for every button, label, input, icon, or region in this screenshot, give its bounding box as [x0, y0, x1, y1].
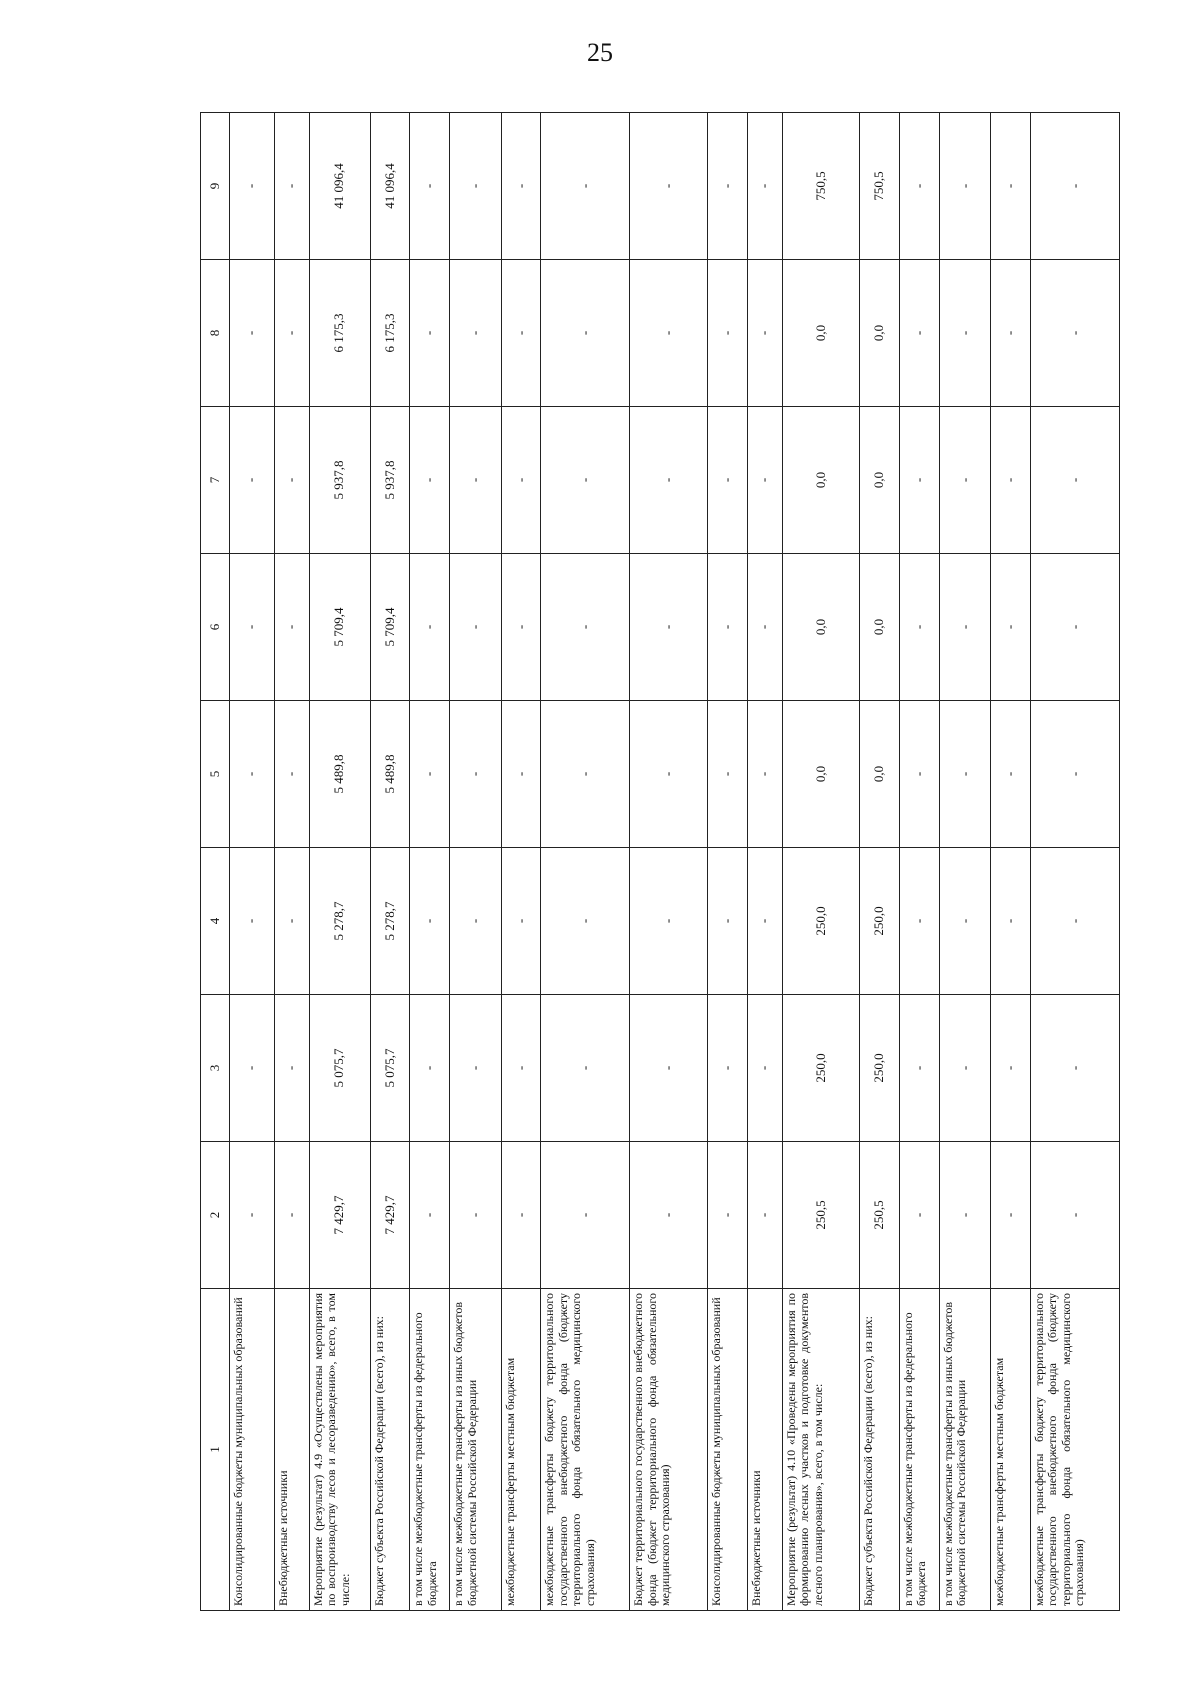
table-cell: -: [230, 554, 275, 701]
table-cell: -: [501, 260, 541, 407]
table-cell: -: [450, 260, 502, 407]
table-cell: 41 096,4: [309, 113, 370, 260]
table-cell: -: [1030, 1142, 1119, 1289]
table-cell: -: [630, 1142, 707, 1289]
table-cell: -: [230, 1142, 275, 1289]
row-label: Консолидированные бюджеты муниципальных образований: [707, 1289, 747, 1611]
table-cell: -: [410, 1142, 450, 1289]
table-cell: -: [541, 701, 630, 848]
table-cell: -: [410, 848, 450, 995]
table-cell: -: [274, 995, 309, 1142]
table-cell: -: [630, 701, 707, 848]
table-cell: 5 937,8: [370, 407, 410, 554]
table-cell: -: [939, 407, 991, 554]
row-label: Бюджет территориального государственного внебюджетного фонда (бюджет территориального фонда обязательного медицинского страхования): [630, 1289, 707, 1611]
table-cell: -: [899, 554, 939, 701]
row-label: в том числе межбюджетные трансферты из федерального бюджета: [899, 1289, 939, 1611]
row-label: межбюджетные трансферты местным бюджетам: [501, 1289, 541, 1611]
row-label: в том числе межбюджетные трансферты из федерального бюджета: [410, 1289, 450, 1611]
table-row: [991, 113, 1031, 1611]
table-cell: -: [939, 848, 991, 995]
budget-table: [200, 112, 1120, 1611]
table-cell: 7 429,7: [370, 1142, 410, 1289]
table-row: [309, 113, 370, 1611]
row-label: межбюджетные трансферты бюджету территориального государственного внебюджетного фонда (бюджету территориального фонда обязательного медицинского страхования): [541, 1289, 630, 1611]
table-cell: -: [939, 554, 991, 701]
table-cell: -: [230, 407, 275, 554]
table-row: [410, 113, 450, 1611]
table-cell: -: [939, 260, 991, 407]
table-cell: 41 096,4: [370, 113, 410, 260]
table-cell: -: [630, 848, 707, 995]
table-cell: -: [501, 995, 541, 1142]
table-cell: -: [747, 848, 782, 995]
table-cell: -: [450, 407, 502, 554]
table-row: [370, 113, 410, 1611]
table-cell: -: [410, 701, 450, 848]
table-cell: 250,0: [782, 995, 859, 1142]
table-row: [747, 113, 782, 1611]
table-cell: -: [501, 407, 541, 554]
table-cell: -: [991, 554, 1031, 701]
table-cell: 5 489,8: [370, 701, 410, 848]
table-cell: -: [501, 701, 541, 848]
table-cell: -: [410, 554, 450, 701]
table-cell: -: [630, 554, 707, 701]
table-cell: 5 489,8: [309, 701, 370, 848]
table-cell: -: [410, 260, 450, 407]
table-header-row: [201, 113, 230, 1611]
row-label: Бюджет субъекта Российской Федерации (всего), из них:: [859, 1289, 899, 1611]
table-cell: -: [541, 1142, 630, 1289]
table-cell: 0,0: [859, 407, 899, 554]
table-cell: -: [707, 260, 747, 407]
table-cell: -: [230, 260, 275, 407]
table-cell: -: [230, 848, 275, 995]
table-cell: -: [274, 1142, 309, 1289]
table-cell: -: [501, 554, 541, 701]
table-cell: 0,0: [859, 554, 899, 701]
table-cell: -: [450, 554, 502, 701]
table-cell: 0,0: [782, 701, 859, 848]
table-cell: -: [747, 260, 782, 407]
table-cell: 0,0: [782, 407, 859, 554]
table-cell: 250,5: [782, 1142, 859, 1289]
table-cell: 5 075,7: [370, 995, 410, 1142]
table-cell: -: [991, 260, 1031, 407]
table-cell: 0,0: [859, 701, 899, 848]
table-cell: 5 278,7: [309, 848, 370, 995]
table-cell: -: [707, 407, 747, 554]
table-cell: -: [541, 554, 630, 701]
table-row: [782, 113, 859, 1611]
table-cell: -: [501, 113, 541, 260]
row-label: межбюджетные трансферты бюджету территориального государственного внебюджетного фонда (бюджету территориального фонда обязательного медицинского страхования): [1030, 1289, 1119, 1611]
table-cell: -: [939, 701, 991, 848]
row-label: Бюджет субъекта Российской Федерации (всего), из них:: [370, 1289, 410, 1611]
table-cell: 0,0: [782, 260, 859, 407]
table-cell: -: [630, 260, 707, 407]
table-cell: -: [630, 113, 707, 260]
table-cell: -: [230, 995, 275, 1142]
table-cell: -: [991, 407, 1031, 554]
row-label: Мероприятие (результат) 4.9 «Осуществлены мероприятия по воспроизводству лесов и лесоразведению», всего, в том числе:: [309, 1289, 370, 1611]
table-cell: 6 175,3: [370, 260, 410, 407]
table-cell: -: [707, 113, 747, 260]
column-header: 4: [201, 848, 230, 995]
table-cell: 5 709,4: [370, 554, 410, 701]
table-cell: -: [939, 1142, 991, 1289]
column-header: 1: [201, 1289, 230, 1611]
table-cell: 6 175,3: [309, 260, 370, 407]
table-row: [541, 113, 630, 1611]
table-cell: -: [630, 407, 707, 554]
row-label: межбюджетные трансферты местным бюджетам: [991, 1289, 1031, 1611]
table-cell: -: [410, 113, 450, 260]
table-cell: -: [747, 995, 782, 1142]
table-cell: -: [707, 1142, 747, 1289]
table-cell: -: [1030, 407, 1119, 554]
table-cell: -: [899, 260, 939, 407]
table-cell: 0,0: [859, 260, 899, 407]
table-cell: -: [541, 407, 630, 554]
row-label: Консолидированные бюджеты муниципальных образований: [230, 1289, 275, 1611]
column-header: 2: [201, 1142, 230, 1289]
table-row: [501, 113, 541, 1611]
table-cell: -: [747, 113, 782, 260]
table-row: [859, 113, 899, 1611]
table-cell: -: [450, 1142, 502, 1289]
table-cell: -: [747, 554, 782, 701]
table-cell: -: [274, 848, 309, 995]
table-cell: -: [1030, 113, 1119, 260]
table-cell: -: [501, 848, 541, 995]
row-label: в том числе межбюджетные трансферты из иных бюджетов бюджетной системы Российской Федерации: [939, 1289, 991, 1611]
table-cell: 750,5: [859, 113, 899, 260]
table-cell: -: [274, 554, 309, 701]
table-cell: -: [1030, 995, 1119, 1142]
table-cell: -: [230, 701, 275, 848]
table-cell: -: [274, 701, 309, 848]
table-cell: -: [541, 995, 630, 1142]
table-cell: -: [274, 407, 309, 554]
table-cell: -: [450, 995, 502, 1142]
table-row: [1030, 113, 1119, 1611]
table-cell: -: [707, 995, 747, 1142]
column-header: 5: [201, 701, 230, 848]
table-cell: -: [991, 701, 1031, 848]
row-label: Мероприятие (результат) 4.10 «Проведены мероприятия по формированию лесных участков и подготовке документов лесного планирования», всего, в том числе:: [782, 1289, 859, 1611]
table-cell: -: [707, 554, 747, 701]
table-cell: -: [541, 260, 630, 407]
table-cell: -: [274, 113, 309, 260]
table-row: [274, 113, 309, 1611]
table-cell: -: [899, 113, 939, 260]
table-cell: -: [1030, 260, 1119, 407]
table-row: [230, 113, 275, 1611]
table-cell: 5 278,7: [370, 848, 410, 995]
table-cell: -: [1030, 554, 1119, 701]
row-label: Внебюджетные источники: [274, 1289, 309, 1611]
table-cell: 5 709,4: [309, 554, 370, 701]
row-label: Внебюджетные источники: [747, 1289, 782, 1611]
table-cell: -: [230, 113, 275, 260]
table-cell: -: [1030, 848, 1119, 995]
table-cell: -: [1030, 701, 1119, 848]
table-cell: -: [541, 113, 630, 260]
table-cell: -: [991, 995, 1031, 1142]
table-cell: -: [410, 995, 450, 1142]
table-cell: -: [899, 995, 939, 1142]
table-cell: 0,0: [782, 554, 859, 701]
row-label: в том числе межбюджетные трансферты из иных бюджетов бюджетной системы Российской Федерации: [450, 1289, 502, 1611]
table-cell: 5 075,7: [309, 995, 370, 1142]
table-cell: -: [939, 113, 991, 260]
table-cell: 250,0: [859, 848, 899, 995]
table-cell: 250,0: [859, 995, 899, 1142]
table-cell: -: [410, 407, 450, 554]
column-header: 8: [201, 260, 230, 407]
table-row: [899, 113, 939, 1611]
table-cell: -: [274, 260, 309, 407]
table-cell: -: [899, 701, 939, 848]
table-cell: 5 937,8: [309, 407, 370, 554]
table-cell: -: [450, 113, 502, 260]
rotated-table-container: [200, 113, 1120, 1611]
table-cell: -: [939, 995, 991, 1142]
table-cell: -: [707, 848, 747, 995]
table-cell: -: [450, 701, 502, 848]
table-cell: -: [991, 113, 1031, 260]
table-row: [939, 113, 991, 1611]
table-cell: -: [450, 848, 502, 995]
table-cell: -: [899, 1142, 939, 1289]
table-cell: -: [747, 407, 782, 554]
column-header: 6: [201, 554, 230, 701]
table-row: [630, 113, 707, 1611]
table-row: [707, 113, 747, 1611]
table-cell: -: [747, 701, 782, 848]
table-row: [450, 113, 502, 1611]
table-cell: -: [747, 1142, 782, 1289]
table-cell: -: [899, 848, 939, 995]
table-cell: -: [991, 1142, 1031, 1289]
table-cell: 250,0: [782, 848, 859, 995]
table-cell: 750,5: [782, 113, 859, 260]
table-cell: -: [501, 1142, 541, 1289]
table-cell: -: [630, 995, 707, 1142]
column-header: 7: [201, 407, 230, 554]
column-header: 3: [201, 995, 230, 1142]
table-cell: -: [899, 407, 939, 554]
page-number: 25: [587, 38, 613, 67]
table-cell: -: [541, 848, 630, 995]
column-header: 9: [201, 113, 230, 260]
table-cell: 7 429,7: [309, 1142, 370, 1289]
table-cell: -: [707, 701, 747, 848]
table-cell: 250,5: [859, 1142, 899, 1289]
table-cell: -: [991, 848, 1031, 995]
